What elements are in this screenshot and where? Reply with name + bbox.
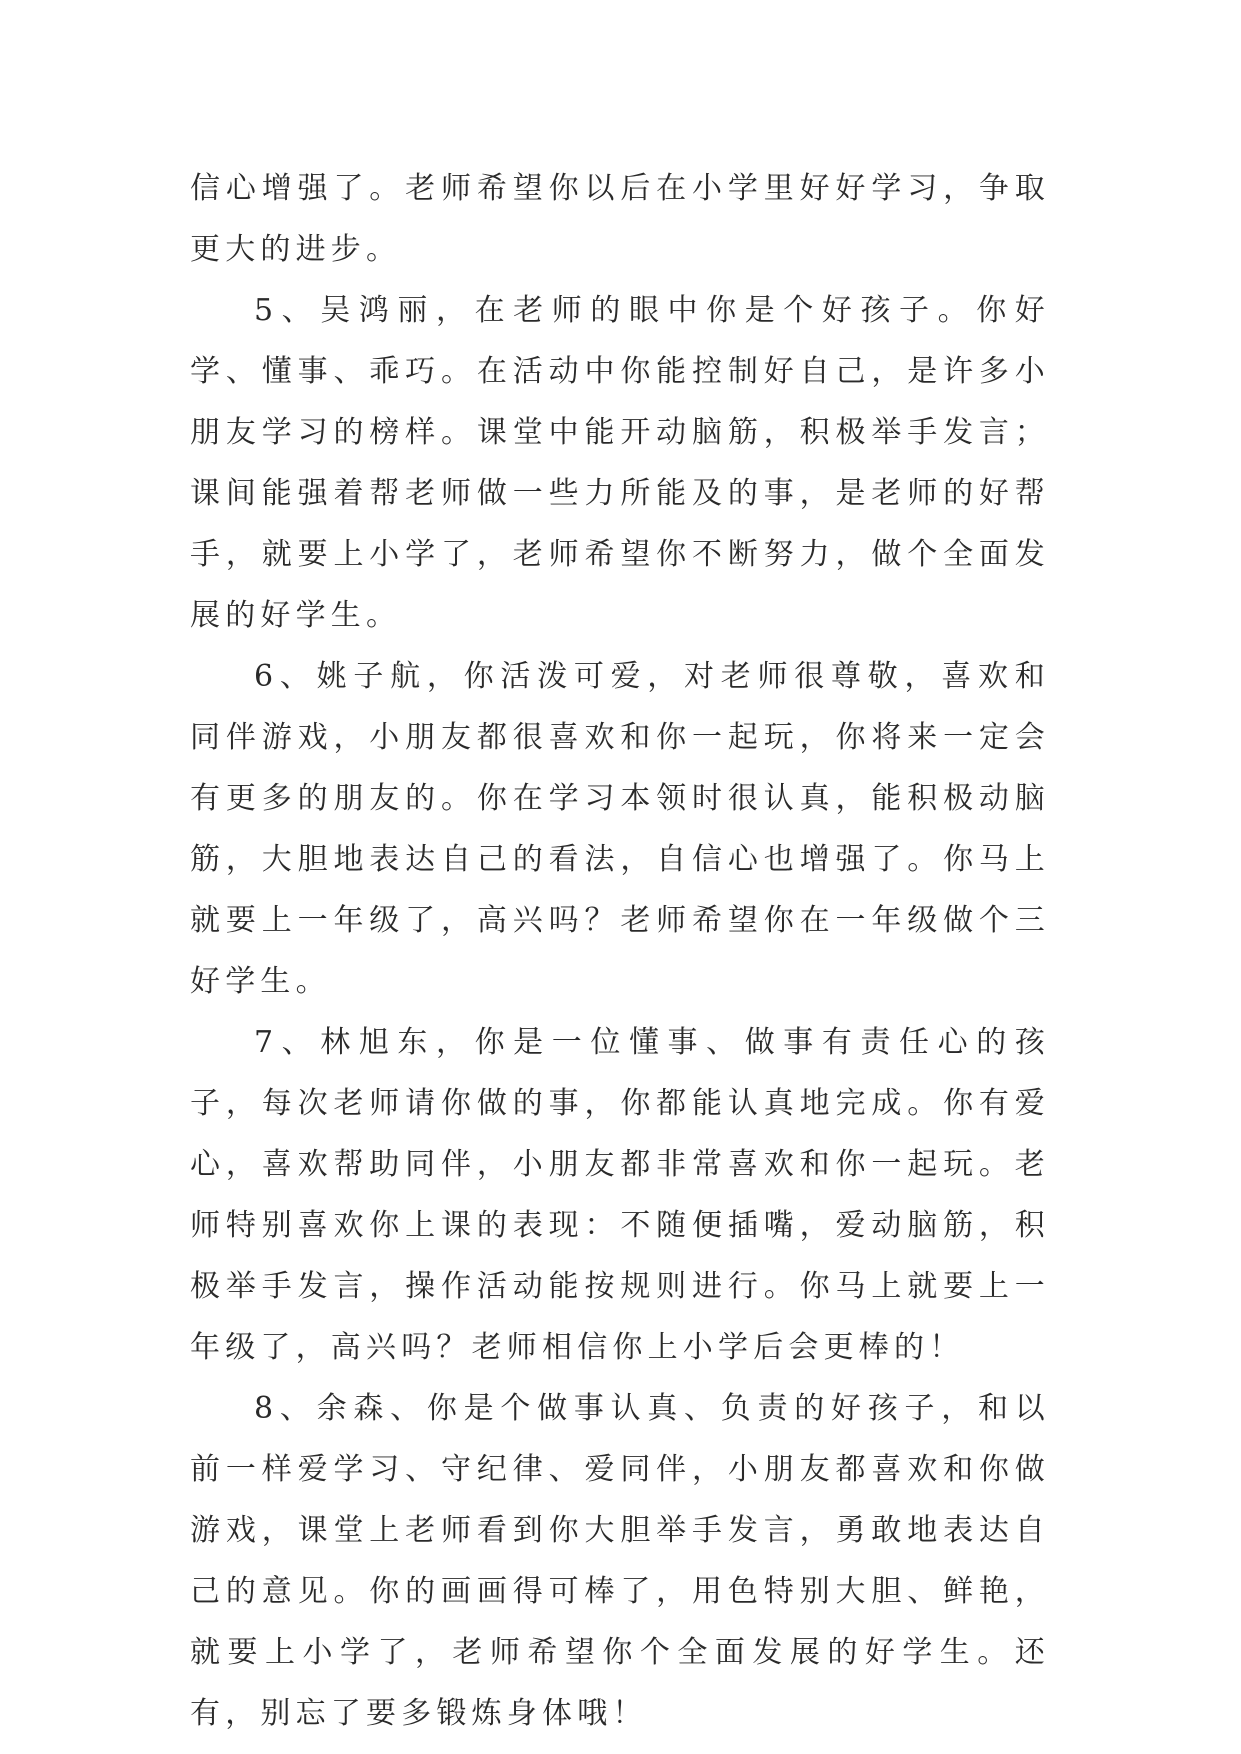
document-page [190,158,1050,1744]
paragraph-continuation: 信心增强了。老师希望你以后在小学里好好学习，争取更大的进步。 [190,171,1050,267]
paragraph-comment-8: 8、余森、你是个做事认真、负责的好孩子，和以前一样爱学习、守纪律、爱同伴，小朋友都喜欢和你做游戏，课堂上老师看到你大胆举手发言，勇敢地表达自己的意见。你的画画得可棒了，用色特别大胆、鲜艳，就要上小学了，老师希望你个全面发展的好学生。还有，别忘了要多锻炼身体哦！ [190,1391,1050,1731]
paragraph-comment-6: 6、姚子航，你活泼可爱，对老师很尊敬，喜欢和同伴游戏，小朋友都很喜欢和你一起玩，你将来一定会有更多的朋友的。你在学习本领时很认真，能积极动脑筋，大胆地表达自己的看法，自信心也增强了。你马上就要上一年级了，高兴吗？老师希望你在一年级做个三好学生。 [190,659,1050,999]
paragraph-comment-5: 5、吴鸿丽，在老师的眼中你是个好孩子。你好学、懂事、乖巧。在活动中你能控制好自己，是许多小朋友学习的榜样。课堂中能开动脑筋，积极举手发言；课间能强着帮老师做一些力所能及的事，是老师的好帮手，就要上小学了，老师希望你不断努力，做个全面发展的好学生。 [190,293,1050,633]
paragraph-comment-7: 7、林旭东，你是一位懂事、做事有责任心的孩子，每次老师请你做的事，你都能认真地完成。你有爱心，喜欢帮助同伴，小朋友都非常喜欢和你一起玩。老师特别喜欢你上课的表现：不随便插嘴，爱动脑筋，积极举手发言，操作活动能按规则进行。你马上就要上一年级了，高兴吗？老师相信你上小学后会更棒的！ [190,1025,1050,1365]
